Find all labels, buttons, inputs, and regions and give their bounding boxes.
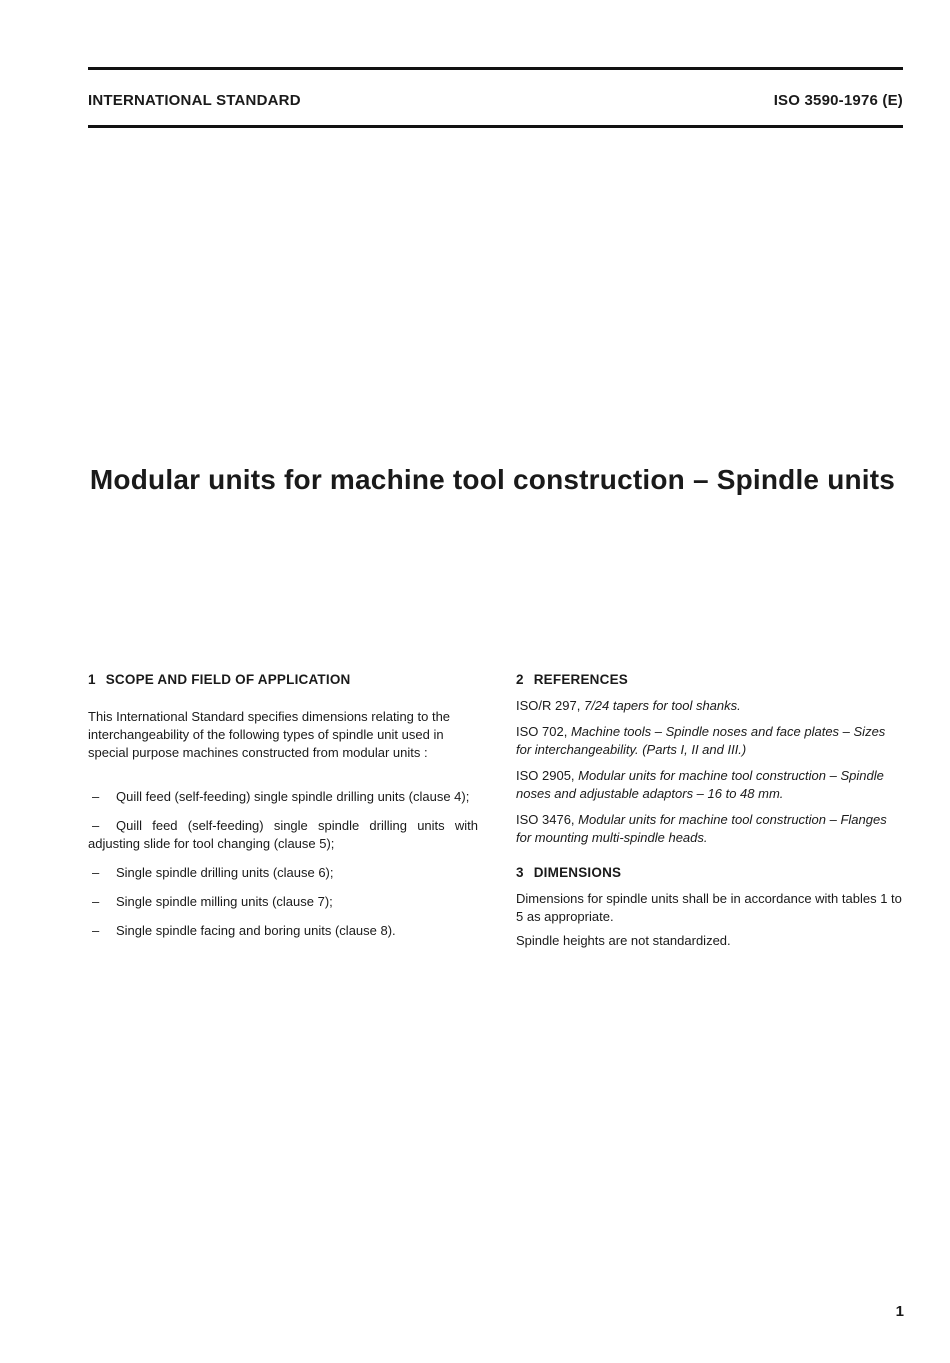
reference-item: [516, 723, 903, 759]
list-item: – Quill feed (self-feeding) single spindle drilling units (clause 4);: [88, 788, 478, 806]
section-2-number: 2: [516, 672, 524, 687]
header-bottom-rule: [88, 125, 903, 128]
header-top-rule: [88, 67, 903, 70]
dash-bullet: –: [92, 865, 100, 880]
right-column: [516, 672, 903, 950]
reference-code: ISO/R 297,: [516, 698, 581, 713]
reference-title: Modular units for machine tool construction – Flanges for mounting multi-spindle heads.: [516, 812, 887, 845]
document-title: Modular units for machine tool construction – Spindle units: [89, 464, 896, 495]
section-3-number: 3: [516, 865, 524, 880]
document-type-label: INTERNATIONAL STANDARD: [88, 92, 301, 109]
list-item: – Single spindle milling units (clause 7);: [88, 893, 478, 911]
section-1-heading: [88, 672, 478, 687]
section-3-heading: [516, 865, 903, 880]
reference-title: Machine tools – Spindle noses and face plates – Sizes for interchangeability. (Parts I, II and III.): [516, 724, 886, 757]
dash-bullet: –: [92, 923, 100, 938]
reference-title: Modular units for machine tool construction – Spindle noses and adjustable adaptors – 16 to 48 mm.: [516, 768, 884, 801]
spindle-heights-note: Spindle heights are not standardized.: [516, 933, 731, 948]
section-1-title: SCOPE AND FIELD OF APPLICATION: [105, 672, 351, 687]
reference-title: 7/24 tapers for tool shanks.: [583, 698, 741, 713]
dash-bullet: –: [92, 894, 100, 909]
section-3-title: DIMENSIONS: [533, 865, 622, 880]
list-item: – Single spindle drilling units (clause 6);: [88, 864, 478, 882]
spindle-unit-types-list: [88, 788, 478, 940]
reference-item: [516, 811, 903, 847]
dash-bullet: –: [92, 789, 100, 804]
section-1-intro: This International Standard specifies dimensions relating to the interchangeability of the following types of spindle unit used in special purpose machines constructed from modular units :: [88, 709, 451, 760]
reference-code: ISO 3476,: [516, 812, 575, 827]
reference-code: ISO 2905,: [516, 768, 575, 783]
standard-number: ISO 3590-1976 (E): [773, 92, 903, 109]
section-1-number: 1: [88, 672, 96, 687]
section-2-title: REFERENCES: [533, 672, 628, 687]
dash-bullet: –: [92, 818, 100, 833]
dimensions-paragraph: Dimensions for spindle units shall be in accordance with tables 1 to 5 as appropriate.: [516, 891, 902, 924]
list-item: – Quill feed (self-feeding) single spindle drilling units with adjusting slide for tool changing (clause 5);: [88, 818, 478, 851]
page-number: 1: [895, 1303, 904, 1320]
left-column: [88, 672, 478, 940]
reference-item: [516, 697, 903, 715]
section-2-heading: [516, 672, 903, 687]
list-item: – Single spindle facing and boring units (clause 8).: [88, 922, 478, 940]
reference-item: [516, 767, 903, 803]
reference-code: ISO 702,: [516, 724, 568, 739]
